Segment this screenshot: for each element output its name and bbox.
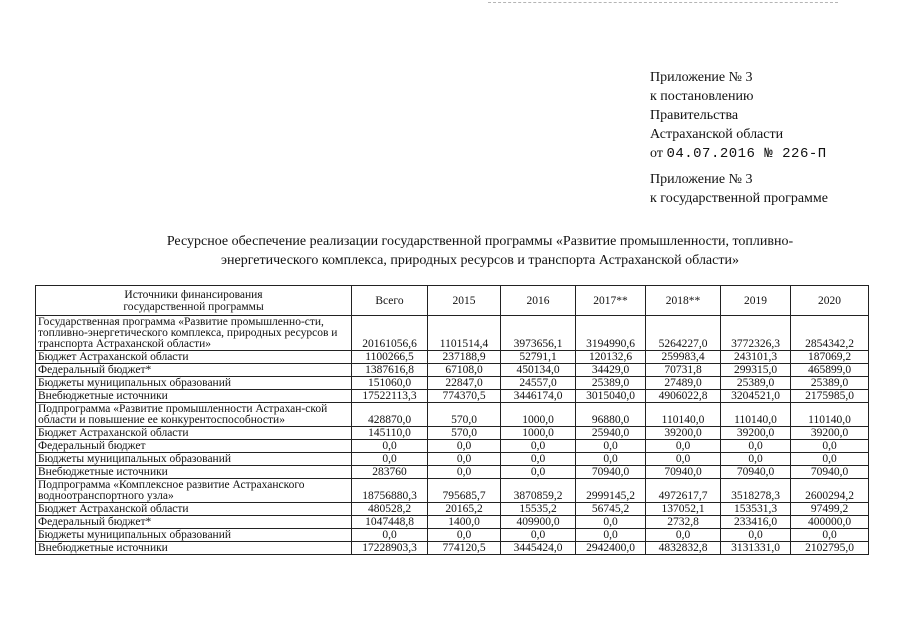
cell-y2020: 2854342,2 [791,316,869,351]
cell-y2018: 27489,0 [646,377,721,390]
cell-y2016: 15535,2 [501,503,576,516]
document-title [110,232,850,270]
header-2020: 2020 [791,286,869,316]
table-row [36,364,869,377]
cell-y2015: 570,0 [428,427,501,440]
cell-y2015: 795685,7 [428,479,501,503]
decree-appendix-block [650,68,827,164]
cell-y2018: 259983,4 [646,351,721,364]
cell-y2018: 4832832,8 [646,542,721,555]
cell-y2017: 2999145,2 [576,479,646,503]
decree-appendix-line: Приложение № 3 [650,70,753,85]
cell-y2016: 3973656,1 [501,316,576,351]
row-source-name: Внебюджетные источники [36,390,352,403]
resource-table [35,285,869,555]
cell-total: 428870,0 [352,403,428,427]
cell-y2016: 450134,0 [501,364,576,377]
decree-from-label: от [650,146,663,161]
cell-y2017: 56745,2 [576,503,646,516]
row-source-name: Подпрограмма «Развитие промышленности Астрахан-ской области и повышение ее конкурентоспособности» [36,403,352,427]
cell-y2016: 24557,0 [501,377,576,390]
cell-y2020: 0,0 [791,453,869,466]
row-source-name: Бюджет Астраханской области [36,427,352,440]
cell-y2016: 409900,0 [501,516,576,529]
table-row [36,503,869,516]
cell-y2017: 0,0 [576,529,646,542]
cell-total: 18756880,3 [352,479,428,503]
row-source-name: Бюджеты муниципальных образований [36,453,352,466]
table-header-row [36,286,869,316]
cell-total: 17522113,3 [352,390,428,403]
cell-y2019: 70940,0 [721,466,791,479]
cell-y2020: 187069,2 [791,351,869,364]
cell-y2019: 25389,0 [721,377,791,390]
cell-y2015: 237188,9 [428,351,501,364]
cell-y2017: 70940,0 [576,466,646,479]
table-row [36,440,869,453]
row-source-name: Государственная программа «Развитие промышленно-сти, топливно-энергетического комплекса, природных ресурсов и транспорта Астраханской области» [36,316,352,351]
row-source-name: Внебюджетные источники [36,542,352,555]
cell-y2020: 110140,0 [791,403,869,427]
cell-total: 151060,0 [352,377,428,390]
header-source: Источники финансирования государственной программы [36,286,352,316]
cell-y2015: 20165,2 [428,503,501,516]
cell-y2017: 25940,0 [576,427,646,440]
header-2016: 2016 [501,286,576,316]
cell-total: 283760 [352,466,428,479]
cell-y2018: 0,0 [646,529,721,542]
cell-y2015: 570,0 [428,403,501,427]
header-2017: 2017** [576,286,646,316]
row-source-name: Бюджеты муниципальных образований [36,377,352,390]
cell-y2019: 233416,0 [721,516,791,529]
cell-total: 1387616,8 [352,364,428,377]
cell-y2020: 39200,0 [791,427,869,440]
cell-y2020: 0,0 [791,529,869,542]
cell-y2019: 110140,0 [721,403,791,427]
cell-y2016: 0,0 [501,529,576,542]
cell-y2017: 0,0 [576,440,646,453]
row-source-name: Внебюджетные источники [36,466,352,479]
cell-y2015: 67108,0 [428,364,501,377]
table-row [36,316,869,351]
program-appendix-line: Приложение № 3 [650,172,753,187]
row-source-name: Бюджет Астраханской области [36,351,352,364]
document-title-line: Ресурсное обеспечение реализации государственной программы «Развитие промышленности, топливно- [166,234,794,249]
cell-y2019: 299315,0 [721,364,791,377]
top-edge-line [488,2,838,3]
cell-y2019: 0,0 [721,529,791,542]
header-total: Всего [352,286,428,316]
cell-y2019: 0,0 [721,453,791,466]
decree-date-number: 04.07.2016 № 226-П [666,146,827,162]
cell-total: 0,0 [352,453,428,466]
cell-y2018: 4906022,8 [646,390,721,403]
cell-y2016: 3870859,2 [501,479,576,503]
cell-y2017: 120132,6 [576,351,646,364]
cell-y2018: 0,0 [646,440,721,453]
cell-y2018: 0,0 [646,453,721,466]
row-source-name: Бюджеты муниципальных образований [36,529,352,542]
cell-y2020: 2175985,0 [791,390,869,403]
program-appendix-block [650,170,828,208]
table-row [36,479,869,503]
cell-y2015: 774370,5 [428,390,501,403]
header-2018: 2018** [646,286,721,316]
cell-total: 145110,0 [352,427,428,440]
cell-y2017: 96880,0 [576,403,646,427]
table-row [36,529,869,542]
row-source-name: Подпрограмма «Комплексное развитие Астраханского водноотранспортного узла» [36,479,352,503]
cell-total: 0,0 [352,529,428,542]
document-title-line: энергетического комплекса, природных ресурсов и транспорта Астраханской области» [221,253,739,268]
cell-y2015: 22847,0 [428,377,501,390]
cell-y2019: 243101,3 [721,351,791,364]
cell-y2019: 3772326,3 [721,316,791,351]
table-row [36,542,869,555]
row-source-name: Федеральный бюджет [36,440,352,453]
row-source-name: Федеральный бюджет* [36,364,352,377]
cell-total: 1100266,5 [352,351,428,364]
table-row [36,403,869,427]
cell-y2016: 0,0 [501,453,576,466]
cell-y2018: 2732,8 [646,516,721,529]
cell-y2017: 0,0 [576,516,646,529]
cell-y2015: 0,0 [428,466,501,479]
table-body [36,316,869,555]
cell-y2015: 0,0 [428,453,501,466]
cell-y2018: 5264227,0 [646,316,721,351]
cell-total: 480528,2 [352,503,428,516]
cell-y2020: 0,0 [791,440,869,453]
table-row [36,516,869,529]
cell-total: 20161056,6 [352,316,428,351]
cell-y2019: 39200,0 [721,427,791,440]
cell-y2020: 2600294,2 [791,479,869,503]
decree-date-line [650,144,827,164]
table-row [36,377,869,390]
cell-y2016: 0,0 [501,466,576,479]
cell-y2015: 1101514,4 [428,316,501,351]
cell-y2016: 1000,0 [501,403,576,427]
cell-y2017: 0,0 [576,453,646,466]
cell-y2019: 3131331,0 [721,542,791,555]
cell-y2017: 2942400,0 [576,542,646,555]
cell-total: 0,0 [352,440,428,453]
cell-y2020: 70940,0 [791,466,869,479]
row-source-name: Федеральный бюджет* [36,516,352,529]
cell-y2019: 3204521,0 [721,390,791,403]
cell-y2020: 97499,2 [791,503,869,516]
cell-y2016: 0,0 [501,440,576,453]
cell-y2015: 0,0 [428,529,501,542]
table-row [36,453,869,466]
cell-y2015: 0,0 [428,440,501,453]
cell-y2016: 3446174,0 [501,390,576,403]
cell-y2018: 70731,8 [646,364,721,377]
cell-y2020: 25389,0 [791,377,869,390]
cell-total: 1047448,8 [352,516,428,529]
decree-appendix-line: Правительства [650,108,739,123]
header-2019: 2019 [721,286,791,316]
cell-y2019: 3518278,3 [721,479,791,503]
cell-y2019: 0,0 [721,440,791,453]
cell-y2016: 1000,0 [501,427,576,440]
cell-y2018: 39200,0 [646,427,721,440]
cell-y2018: 4972617,7 [646,479,721,503]
cell-y2020: 2102795,0 [791,542,869,555]
decree-appendix-line: к постановлению [650,89,754,104]
table-row [36,390,869,403]
decree-appendix-line: Астраханской области [650,127,784,142]
cell-y2017: 3015040,0 [576,390,646,403]
cell-total: 17228903,3 [352,542,428,555]
cell-y2018: 110140,0 [646,403,721,427]
row-source-name: Бюджет Астраханской области [36,503,352,516]
cell-y2015: 1400,0 [428,516,501,529]
cell-y2019: 153531,3 [721,503,791,516]
cell-y2018: 137052,1 [646,503,721,516]
cell-y2018: 70940,0 [646,466,721,479]
cell-y2016: 52791,1 [501,351,576,364]
cell-y2017: 25389,0 [576,377,646,390]
table-row [36,466,869,479]
program-appendix-line: к государственной программе [650,191,828,206]
cell-y2017: 3194990,6 [576,316,646,351]
table-row [36,427,869,440]
cell-y2016: 3445424,0 [501,542,576,555]
cell-y2015: 774120,5 [428,542,501,555]
cell-y2020: 465899,0 [791,364,869,377]
cell-y2017: 34429,0 [576,364,646,377]
header-2015: 2015 [428,286,501,316]
table-row [36,351,869,364]
cell-y2020: 400000,0 [791,516,869,529]
